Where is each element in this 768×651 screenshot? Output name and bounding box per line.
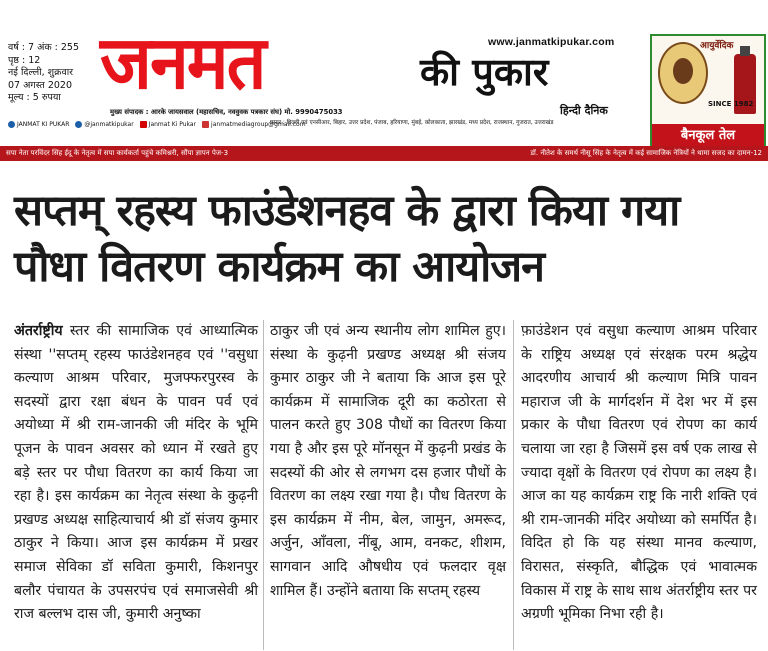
column-divider xyxy=(263,320,264,650)
ticker-right[interactable]: डॉ. नीतेश के समर्थ नीसू सिंह के नेतृत्व में कई सामाजिक नेत्रियों ने थामा सजद का दामन-12 xyxy=(530,149,762,157)
ad-label: आयुर्वेदिक xyxy=(700,41,734,51)
facebook-icon xyxy=(8,121,15,128)
issue-city-day: नई दिल्ली, शुक्रवार xyxy=(8,67,74,78)
editor-line: मुख्य संपादक : आरके जायसवाल (महासचिव, नववुवक पत्रकार संघ) मो. 9990475033 xyxy=(110,108,343,116)
issue-year-volume: वर्ष : 7 अंक : 255 xyxy=(8,42,80,53)
ad-brand: बैनकूल तेल xyxy=(652,124,764,148)
email-icon xyxy=(202,121,209,128)
website-url: www.janmatkipukar.com xyxy=(488,36,615,48)
masthead-tagline: हिन्दी दैनिक xyxy=(560,104,608,117)
youtube-icon xyxy=(140,121,147,128)
issue-meta xyxy=(8,42,103,105)
article-column-3: फ़ाउंडेशन एवं वसुधा कल्याण आश्रम परिवार के राष्ट्रिय अध्यक्ष एवं संरक्षक परम श्रद्धेय आदरणीय आचार्य श्री कल्याण मित्रि पावन महाराज जी के मार्गदर्शन में देश भर में इस प्रकार के पौधा वितरण एवं रोपण का कार्य चलाया जा रहा है जिसमें इस वर्ष एक लाख से ज्यादा वृक्षों के वितरण एवं रोपण का लक्ष्य है। आज का यह कार्यक्रम राष्ट्र कि नारी शक्ति एवं श्री राम-जानकी मंदिर अयोध्या को समर्पित है। विदित हो कि यह संस्था मानव कल्याण, विरासत, संस्कृति, बौद्धिक एवं भावात्मक विकास में राष्ट्र के साथ साथ अंतर्राष्ट्रीय स्तर पर अग्रणी भूमिका निभा रही है। xyxy=(521,323,757,623)
issue-page: पृष्ठ : 12 xyxy=(8,54,41,66)
news-ticker xyxy=(0,146,768,161)
column-divider xyxy=(513,320,514,650)
issue-price: मूल्य : 5 रुपया xyxy=(8,92,61,103)
article-text: स्तर की सामाजिक एवं आध्यात्मिक संस्था ''सप्तम् रहस्य फाउंडेशनहव एवं ''वसुधा कल्याण आश्रम परिवार, मुजफ्फरपुरस्व के सदस्यों द्वारा रक्षा बंधन के पावन पर्व एवं अयोध्या में श्री राम-जानकी जी मंदिर के भूमि पूजन के पावन अवसर को ध्यान में रखते हुए बड़े स्तर पर पौधा वितरण का कार्य किया जा रहा है। इस कार्यक्रम का नेतृत्व संस्था के कुढ़नी प्रखण्ड अध्यक्ष साहित्याचार्य श्री डॉ संजय कुमार ठाकुर ने किया। आज इस कार्यक्रम में प्रखर समाज सेविका डॉ सविता कुमारी, किशनपुर बलौर पंचायत के उपसरपंच एवं समाजसेवी श्री राज बल्लभ दास जी, कुमारी अनुष्का xyxy=(14,323,258,623)
masthead-title: जनमत xyxy=(100,19,265,107)
ticker-left[interactable]: सपा नेता परविंदर सिंह ईदू के नेतृत्व में सपा कार्यकर्ता पहुंचे कमिश्नरी, सौंपा ज्ञापन पेज-3 xyxy=(6,149,229,157)
advertisement[interactable] xyxy=(650,34,766,150)
circulation-line: प्रसार : दिल्ली एवं एनसीआर, बिहार, उत्तर प्रदेश, पंजाब, हरियाणा, मुंबई, कोलकाता, झारखंड, मध्य प्रदेश, राजस्थान, गुजरात, उत्तराखंड xyxy=(270,120,554,126)
twitter-link[interactable]: @janmatkipukar xyxy=(75,121,133,128)
ad-since: SINCE 1982 xyxy=(708,100,754,108)
ad-portrait-icon xyxy=(658,42,708,104)
article-headline: सप्तम् रहस्य फाउंडेशनहव के द्वारा किया गया पौधा वितरण कार्यक्रम का आयोजन xyxy=(14,186,680,292)
article-column-2: ठाकुर जी एवं अन्य स्थानीय लोग शामिल हुए। संस्था के कुढ़नी प्रखण्ड अध्यक्ष श्री संजय कुमार ठाकुर जी ने बताया कि आज इस पूरे कार्यक्रम में सामाजिक दूरी का कठोरता से पालन करते हुए 308 पौधों का वितरण किया गया है और इस पूरे मॉनसून में कुढ़नी प्रखंड के सदस्यों की ओर से लगभग दस हजार पौधों के वितरण का लक्ष्य रखा गया है। पौध वितरण के इस कार्यक्रम में नीम, बेल, जामुन, अमरूद, अर्जुन, आँवला, नींबू, आम, वनकट, शीशम, सागवान आदि औषधीय एवं फलदार वृक्ष शामिल हैं। उन्होंने बताया कि सप्तम् रहस्य xyxy=(270,323,506,599)
social-links xyxy=(8,121,306,128)
twitter-icon xyxy=(75,121,82,128)
issue-date: 07 अगस्त 2020 xyxy=(8,79,73,91)
masthead-subtitle: की पुकार xyxy=(420,50,549,94)
facebook-link[interactable]: JANMAT KI PUKAR xyxy=(8,121,69,128)
youtube-link[interactable]: Janmat Ki Pukar xyxy=(140,121,196,128)
email-link[interactable]: janmatmediagroup@gmail.com xyxy=(202,121,306,128)
article-dateline: अंतर्राष्ट्रीय xyxy=(14,323,63,339)
article-column-1 xyxy=(14,320,258,627)
